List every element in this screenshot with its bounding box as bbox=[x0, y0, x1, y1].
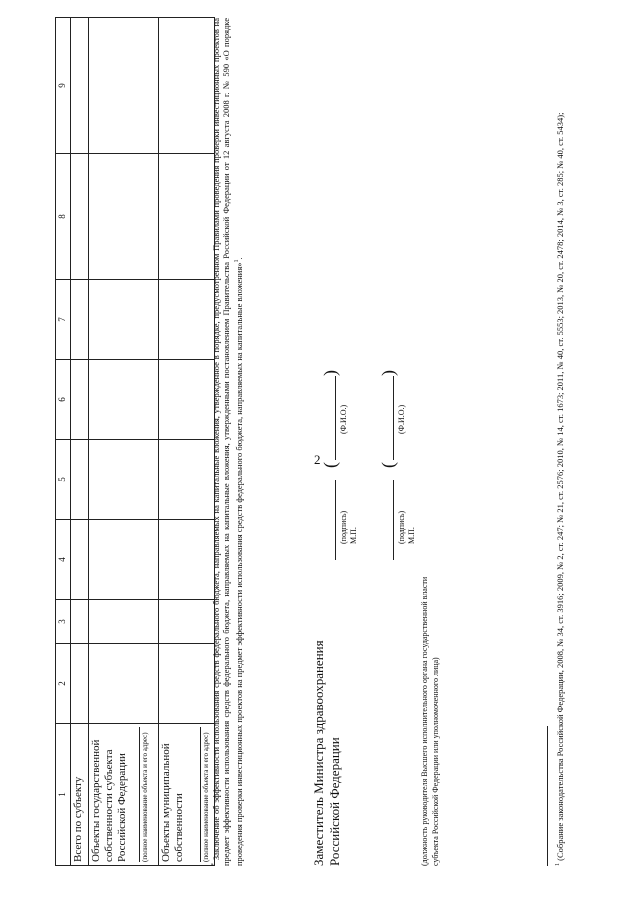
col-number-5: 5 bbox=[56, 440, 71, 520]
col-number-2: 2 bbox=[56, 644, 71, 724]
stamp-label: М.П. bbox=[349, 527, 358, 544]
footnote bbox=[553, 18, 566, 866]
signature-line bbox=[335, 480, 336, 560]
table-row bbox=[159, 18, 215, 866]
official-title: Заместитель Министра здравоохранения Российской Федерации bbox=[311, 640, 342, 866]
name-label: (Ф.И.О.) bbox=[339, 404, 348, 434]
footnote-text: (Собрание законодательства Российской Федерации, 2008, № 34, ст. 3916; 2009, № 2, ст. 247; № 21, ст. 2576; 2010, № 14, ст. 1673; 2011, № 40, ст. 5553; 2013, № 20, ст. 2478; 2014, № 3, ст. 285; № 40, ст. 5434); bbox=[554, 112, 565, 861]
col-number-4: 4 bbox=[56, 520, 71, 600]
signature-label: (подпись) bbox=[397, 510, 406, 544]
col-number-9: 9 bbox=[56, 18, 71, 154]
row-label-state-property bbox=[89, 724, 159, 866]
conclusion-marker: * bbox=[211, 863, 217, 866]
row-hint: (полное наименование объекта и его адрес) bbox=[139, 727, 149, 862]
report-table bbox=[55, 17, 215, 866]
footnote-divider bbox=[547, 726, 548, 866]
signature-label: (подпись) bbox=[339, 510, 348, 544]
col-number-1: 1 bbox=[56, 724, 71, 866]
page-number: 2 bbox=[314, 452, 321, 467]
close-paren: ) bbox=[320, 370, 340, 376]
official-caption: (должность руководителя Высшего исполнительного органа государственной власти субъекта Российской Федерации или уполномоченного лица) bbox=[420, 576, 440, 866]
close-paren: ) bbox=[378, 370, 398, 376]
rotated-sheet bbox=[45, 6, 605, 866]
row-label-text: Объекты государственной собственности субъекта Российской Федерации bbox=[90, 739, 128, 862]
column-number-row bbox=[56, 18, 71, 866]
row-label-text: Объекты муниципальной собственности bbox=[160, 743, 185, 862]
row-label-municipal-property bbox=[159, 724, 215, 866]
col-number-7: 7 bbox=[56, 280, 71, 360]
conclusion-body: Заключение об эффективности использования средств федерального бюджета, направляемых на капитальные вложения, утвержденное в порядке, предусмотренном Правилами проведения проверки инвестиционных проектов на предмет эффективности использования средств федерального бюджета, направляемых на капитальные вложения, утвержденными постановлением Правительства Российской Федерации от 12 августа 2008 г. № 590 «О порядке проведения проверки инвестиционных проектов на предмет эффективности использования средств федерального бюджета, направляемых на капитальные вложения» bbox=[210, 18, 244, 866]
col-number-3: 3 bbox=[56, 600, 71, 644]
table-row bbox=[71, 18, 89, 866]
conclusion-text: * Заключение об эффективности использования средств федерального бюджета, направляемых на капитальные вложения, утвержденное в порядке, предусмотренном Правилами проведения проверки инвестиционных проектов на предмет эффективности использования средств федерального бюджета, направляемых на капитальные вложения, утвержденными постановлением Правительства Российской Федерации от 12 августа 2008 г. № 590 «О порядке проведения проверки инвестиционных проектов на предмет эффективности использования средств федерального бюджета, направляемых на капитальные вложения»$^1$. bbox=[210, 18, 244, 866]
footnote-ref: 1 bbox=[233, 259, 240, 263]
row-hint: (полное наименование объекта и его адрес) bbox=[200, 727, 210, 862]
row-label-total: Всего по субъекту bbox=[71, 724, 89, 866]
open-paren: ( bbox=[378, 462, 398, 468]
name-line bbox=[393, 376, 394, 460]
name-label: (Ф.И.О.) bbox=[397, 404, 406, 434]
open-paren: ( bbox=[320, 462, 340, 468]
name-line bbox=[335, 376, 336, 460]
col-number-8: 8 bbox=[56, 154, 71, 280]
signature-line bbox=[393, 480, 394, 560]
table-row bbox=[89, 18, 159, 866]
footnote-number: 1 bbox=[555, 863, 561, 866]
stamp-label: М.П. bbox=[407, 527, 416, 544]
col-number-6: 6 bbox=[56, 360, 71, 440]
